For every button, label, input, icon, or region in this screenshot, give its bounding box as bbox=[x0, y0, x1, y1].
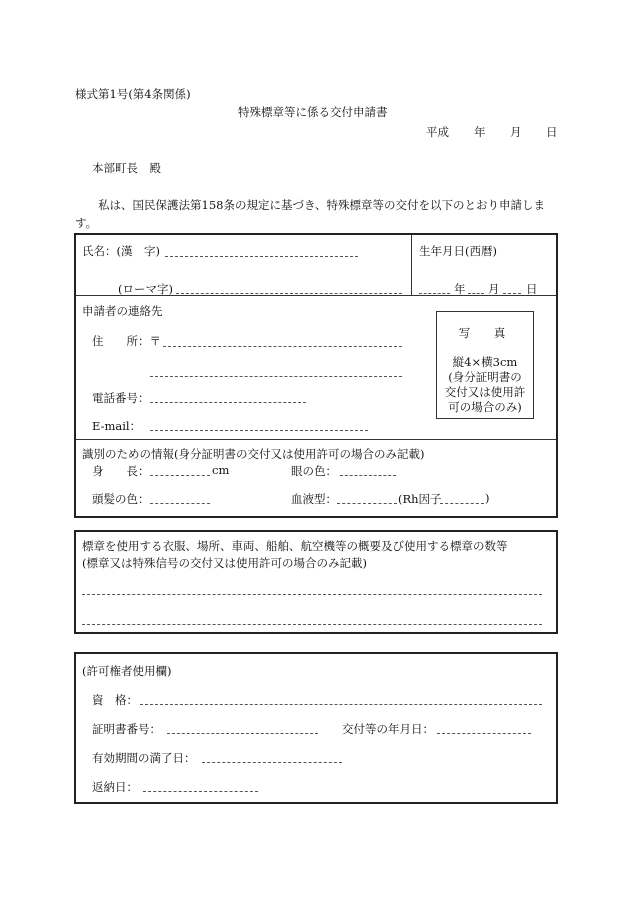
authority-use-heading: (許可権者使用欄) bbox=[82, 664, 172, 678]
cert-number-label: 証明書番号： bbox=[92, 722, 161, 736]
rh-factor-field[interactable] bbox=[440, 503, 484, 504]
birth-month-field[interactable] bbox=[468, 293, 484, 294]
eye-color-field[interactable] bbox=[340, 475, 396, 476]
name-roman-label: (ローマ字) bbox=[118, 282, 173, 296]
expiry-field[interactable] bbox=[202, 762, 342, 763]
birth-year-field[interactable] bbox=[419, 293, 450, 294]
eye-color-label: 眼の色： bbox=[291, 464, 337, 478]
photo-title: 写 真 bbox=[458, 326, 512, 340]
birth-day-label: 日 bbox=[526, 282, 538, 296]
contact-heading: 申請者の連絡先 bbox=[82, 304, 163, 318]
birthdate-label: 生年月日(西暦) bbox=[419, 244, 497, 258]
date-era: 平成 bbox=[426, 125, 449, 139]
return-date-field[interactable] bbox=[143, 791, 258, 792]
photo-note-3: 可の場合のみ) bbox=[448, 400, 522, 414]
birthdate-divider bbox=[411, 235, 412, 296]
phone-field[interactable] bbox=[150, 402, 306, 403]
photo-size: 縦4×横3cm bbox=[452, 355, 518, 369]
photo-box[interactable] bbox=[436, 311, 534, 419]
name-kanji-field[interactable] bbox=[165, 256, 358, 257]
emblem-usage-line-2: (標章又は特殊信号の交付又は使用許可の場合のみ記載) bbox=[82, 556, 367, 570]
address-field-1[interactable] bbox=[163, 346, 402, 347]
id-info-heading: 識別のための情報(身分証明書の交付又は使用許可の場合のみ記載) bbox=[82, 447, 425, 461]
blood-type-field[interactable] bbox=[337, 503, 397, 504]
date-day-label: 日 bbox=[546, 125, 558, 139]
birth-year-label: 年 bbox=[454, 282, 466, 296]
qualification-field[interactable] bbox=[140, 704, 542, 705]
photo-note-1: (身分証明書の bbox=[448, 370, 522, 384]
rh-factor-close: ) bbox=[485, 491, 490, 505]
birth-day-field[interactable] bbox=[503, 293, 521, 294]
phone-label: 電話番号： bbox=[92, 391, 150, 405]
intro-line-1: 私は、国民保護法第158条の規定に基づき、特殊標章等の交付を以下のとおり申請しま bbox=[98, 198, 545, 212]
height-unit: cm bbox=[212, 463, 230, 477]
height-label: 身 長： bbox=[92, 464, 150, 478]
date-month-label: 月 bbox=[510, 125, 522, 139]
birth-month-label: 月 bbox=[488, 282, 500, 296]
emblem-usage-line-1: 標章を使用する衣服、場所、車両、船舶、航空機等の概要及び使用する標章の数等 bbox=[82, 539, 508, 553]
hair-color-label: 頭髪の色： bbox=[92, 492, 150, 506]
row-divider-2 bbox=[76, 439, 556, 440]
issue-date-field[interactable] bbox=[437, 733, 531, 734]
intro-line-2: す。 bbox=[75, 216, 98, 230]
emblem-usage-field-1[interactable] bbox=[82, 594, 542, 595]
email-field[interactable] bbox=[150, 430, 368, 431]
form-title: 特殊標章等に係る交付申請書 bbox=[238, 105, 388, 119]
address-label: 住 所：〒 bbox=[92, 334, 161, 348]
email-label: E-mail： bbox=[92, 419, 142, 433]
address-field-2[interactable] bbox=[150, 376, 402, 377]
name-roman-field[interactable] bbox=[176, 293, 402, 294]
photo-note-2: 交付又は使用許 bbox=[444, 385, 526, 399]
cert-number-field[interactable] bbox=[167, 733, 318, 734]
rh-factor-label: (Rh因子 bbox=[398, 492, 442, 506]
issue-date-label: 交付等の年月日： bbox=[342, 722, 434, 736]
name-kanji-label: 氏名：(漢 字) bbox=[82, 244, 160, 258]
hair-color-field[interactable] bbox=[150, 503, 210, 504]
height-field[interactable] bbox=[150, 475, 210, 476]
addressee: 本部町長 殿 bbox=[92, 161, 161, 175]
date-year-label: 年 bbox=[474, 125, 486, 139]
qualification-label: 資 格： bbox=[92, 693, 138, 707]
expiry-label: 有効期間の満了日： bbox=[92, 751, 196, 765]
form-number: 様式第1号(第4条関係) bbox=[75, 87, 191, 101]
return-date-label: 返納日： bbox=[92, 780, 138, 794]
emblem-usage-field-2[interactable] bbox=[82, 624, 542, 625]
blood-type-label: 血液型： bbox=[291, 492, 337, 506]
